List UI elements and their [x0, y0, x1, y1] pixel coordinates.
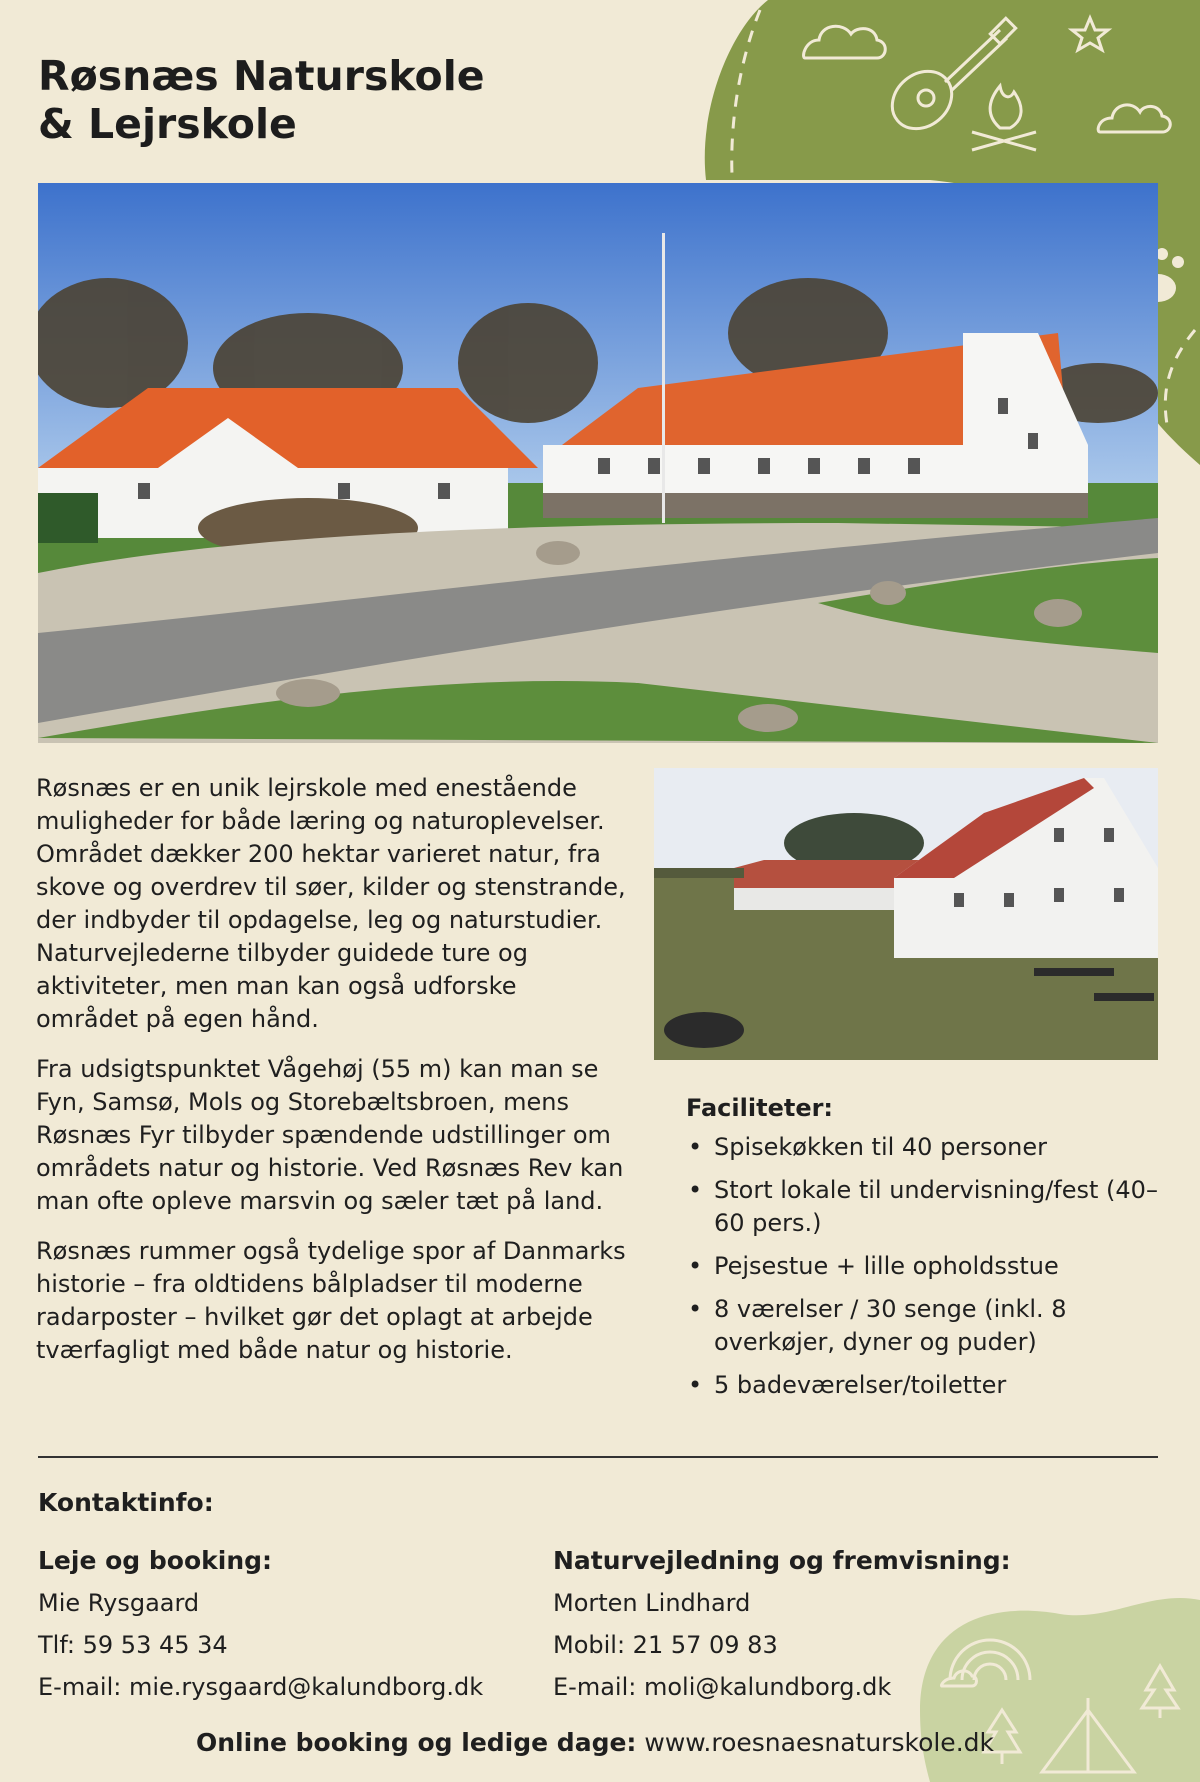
facility-item: • 8 værelser / 30 senge (inkl. 8 overkøjer, dyner og puder) — [686, 1293, 1166, 1359]
facility-item: • 5 badeværelser/toiletter — [686, 1369, 1166, 1402]
website-link[interactable]: www.roesnaesnaturskole.dk — [644, 1728, 994, 1757]
intro-paragraph-3: Røsnæs rummer også tydelige spor af Danmarks historie – fra oldtidens bålpladser til moderne radarposter – hvilket gør det oplagt at arbejde tværfagligt med både natur og historie. — [36, 1237, 626, 1364]
side-photo-camp-field — [654, 768, 1158, 1060]
intro-paragraph-1: Røsnæs er en unik lejrskole med enestående muligheder for både læring og naturoplevelser. Området dækker 200 hektar varieret natur, fra skove og overdrev til søer, kilder og stenstrande, der indbyder til opdagelse, leg og naturstudier. Naturvejlederne tilbyder guidede ture og aktiviteter, men man kan også udforske området på egen hånd. — [36, 774, 626, 1033]
online-booking — [196, 1728, 994, 1757]
title-line-2: & Lejrskole — [38, 100, 297, 148]
intro-paragraph-2: Fra udsigtspunktet Vågehøj (55 m) kan man se Fyn, Samsø, Mols og Storebæltsbroen, mens Røsnæs Fyr tilbyder spændende udstillinger om områdets natur og historie. Ved Røsnæs Rev kan man ofte opleve marsvin og sæler tæt på land. — [36, 1055, 624, 1215]
facility-item: • Stort lokale til undervisning/fest (40–60 pers.) — [686, 1174, 1166, 1240]
booking-name: Mie Rysgaard — [38, 1589, 200, 1617]
online-booking-label: Online booking og ledige dage: — [196, 1728, 637, 1757]
booking-email[interactable]: E-mail: mie.rysgaard@kalundborg.dk — [38, 1673, 484, 1701]
facility-item: • Pejsestue + lille opholdsstue — [686, 1250, 1166, 1283]
guiding-name: Morten Lindhard — [553, 1589, 751, 1617]
facility-item: • Spisekøkken til 40 personer — [686, 1131, 1166, 1164]
facilities-section — [686, 1092, 1166, 1412]
facilities-list — [686, 1131, 1166, 1402]
facilities-heading: Faciliteter: — [686, 1094, 834, 1122]
page-title — [38, 52, 485, 148]
intro-text — [36, 772, 626, 1384]
booking-heading: Leje og booking: — [38, 1546, 273, 1575]
guiding-phone[interactable]: Mobil: 21 57 09 83 — [553, 1631, 778, 1659]
main-photo-camp-buildings — [38, 183, 1158, 743]
contact-heading: Kontaktinfo: — [38, 1488, 214, 1517]
contact-booking — [38, 1540, 483, 1708]
contact-guiding — [553, 1540, 1011, 1708]
section-divider — [38, 1456, 1158, 1458]
booking-phone[interactable]: Tlf: 59 53 45 34 — [38, 1631, 228, 1659]
guiding-email[interactable]: E-mail: moli@kalundborg.dk — [553, 1673, 892, 1701]
title-line-1: Røsnæs Naturskole — [38, 52, 485, 100]
guiding-heading: Naturvejledning og fremvisning: — [553, 1546, 1011, 1575]
